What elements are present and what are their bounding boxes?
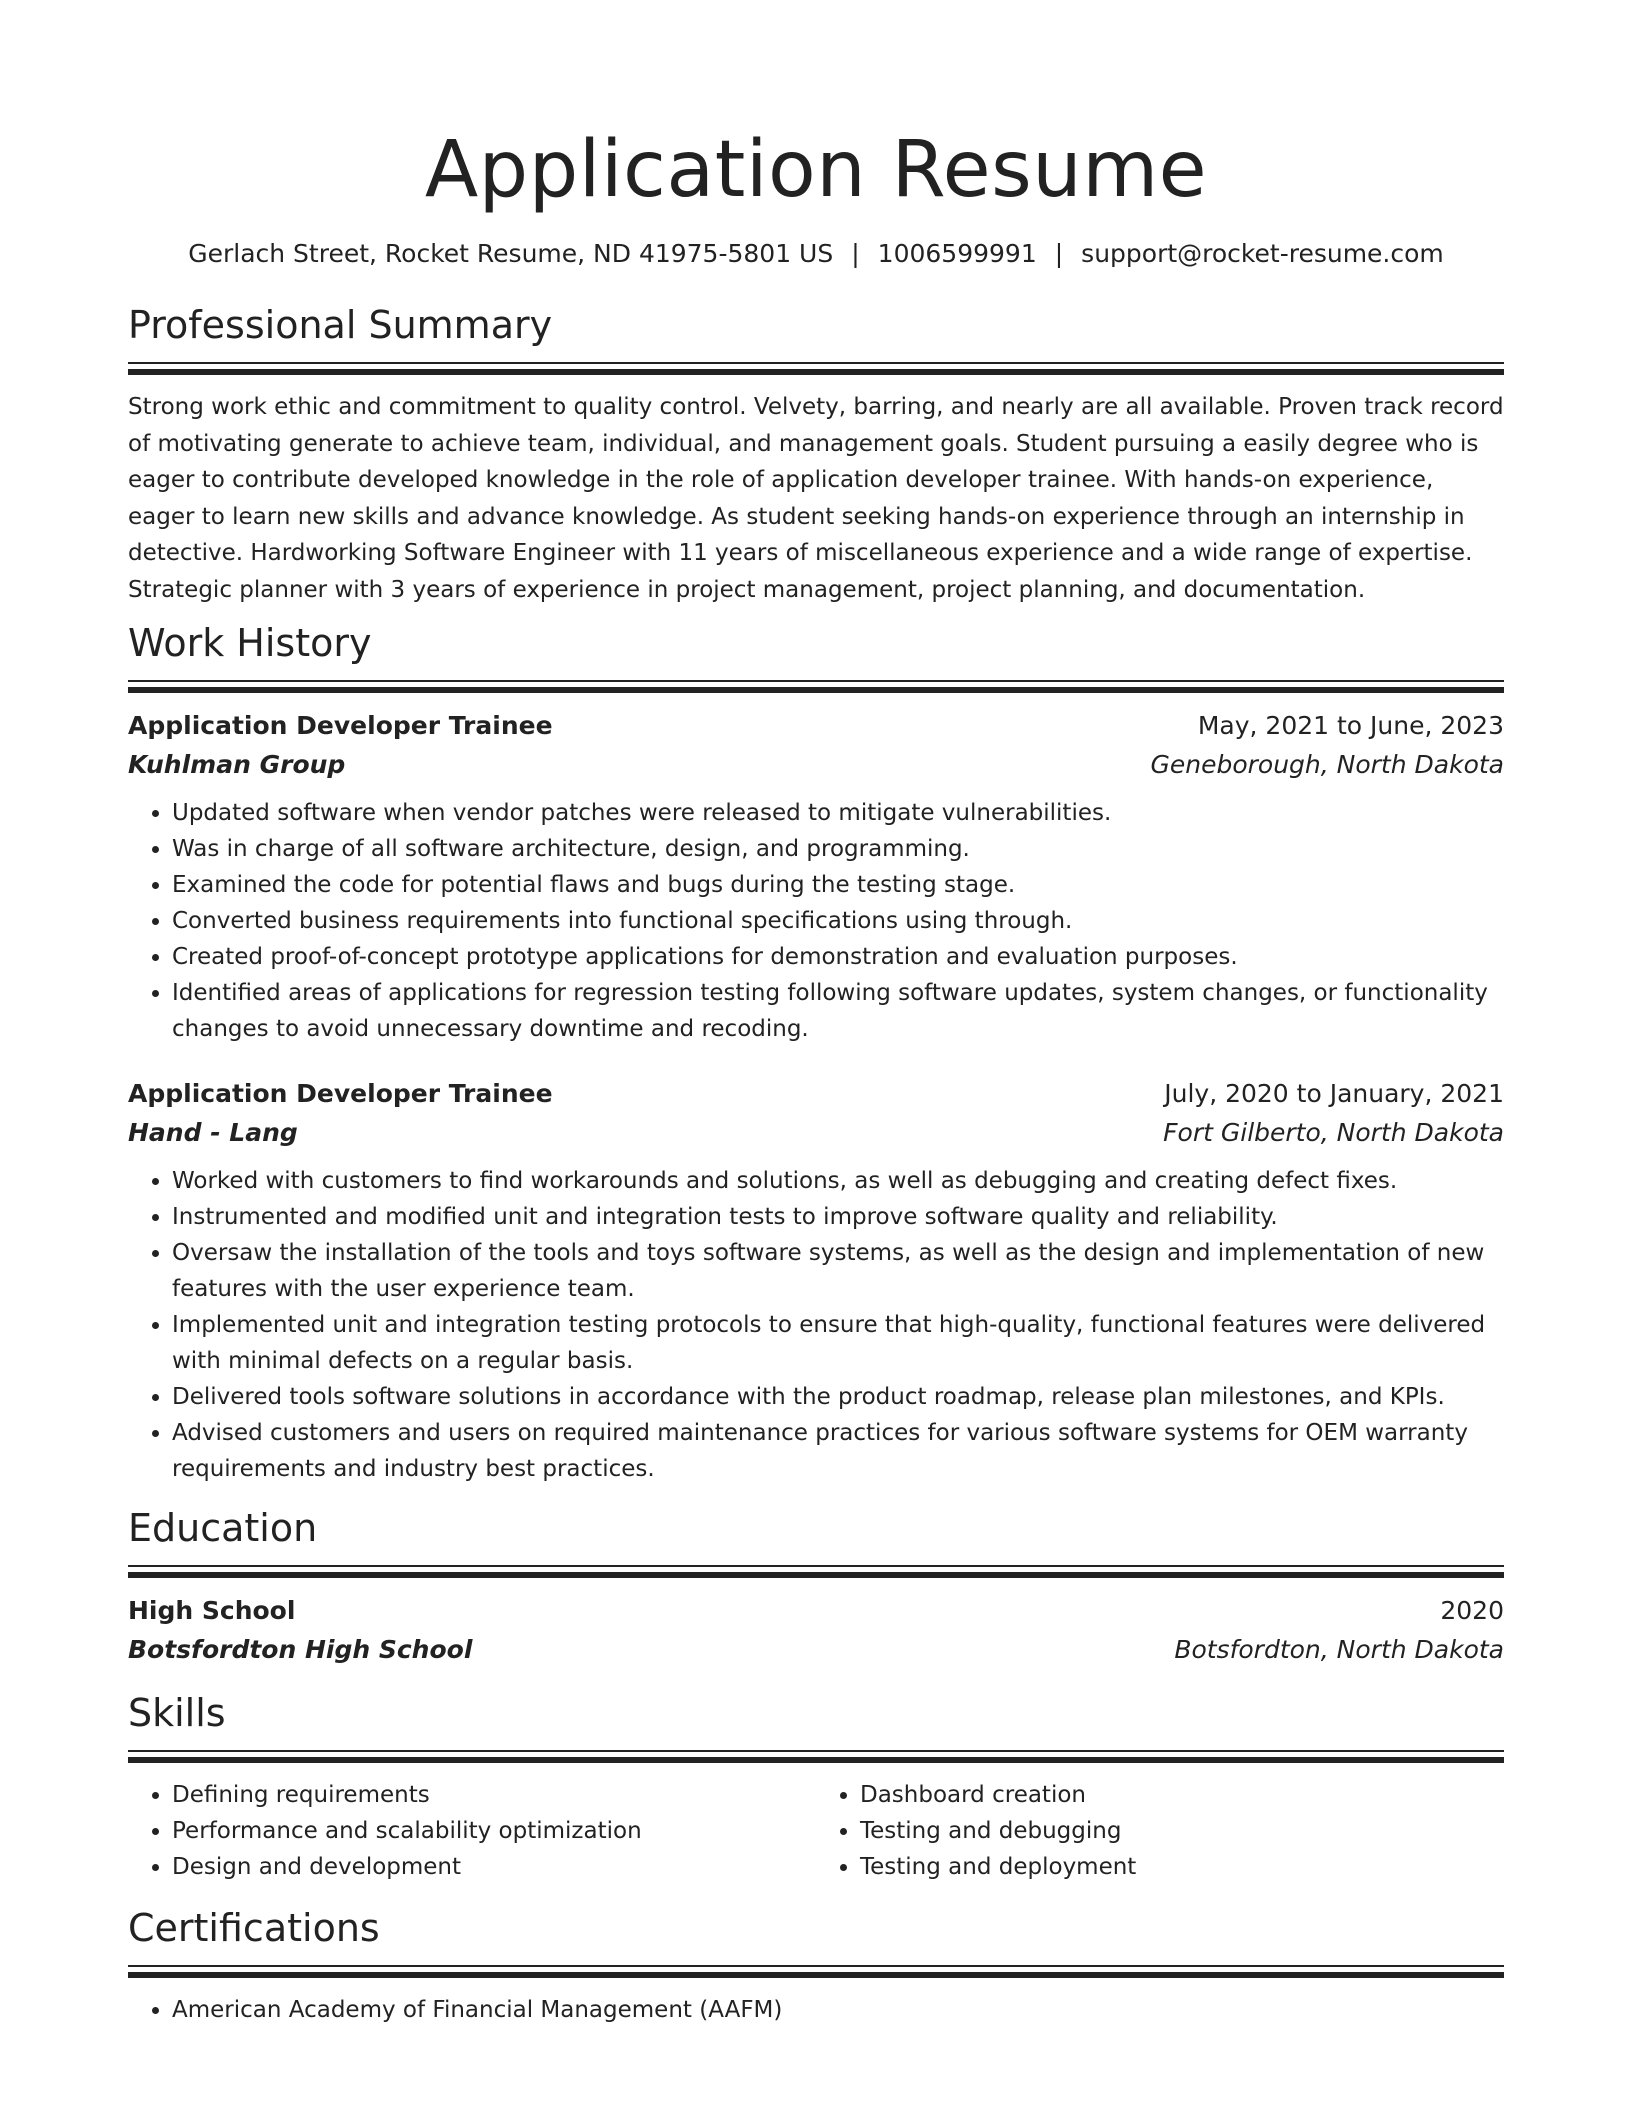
job-location: Fort Gilberto, North Dakota (1163, 1118, 1504, 1147)
job-role: Application Developer Trainee (128, 711, 553, 740)
section-heading-certifications: Certifications (128, 1906, 380, 1950)
section-heading-education: Education (128, 1506, 318, 1550)
job-bullet: • Updated software when vendor patches were released to mitigate vulnerabilities. (172, 795, 1504, 831)
certifications-section (128, 1905, 1504, 2028)
job-bullets (128, 795, 1504, 1047)
contact-address: Gerlach Street, Rocket Resume, ND 41975-5801 US (188, 239, 834, 268)
education-location: Botsfordton, North Dakota (1174, 1635, 1504, 1664)
job-bullet: • Implemented unit and integration testing protocols to ensure that high-quality, functional features were delivered with minimal defects on a regular basis. (172, 1307, 1504, 1379)
job-subheader (128, 1113, 1504, 1153)
job-subheader (128, 745, 1504, 785)
job-bullet: • Identified areas of applications for regression testing following software updates, system changes, or functionality changes to avoid unnecessary downtime and recoding. (172, 975, 1504, 1047)
job-header (128, 1075, 1504, 1113)
job-bullets (128, 1163, 1504, 1487)
job-header (128, 707, 1504, 745)
job-dates: July, 2020 to January, 2021 (1164, 1079, 1504, 1108)
summary-text: Strong work ethic and commitment to quality control. Velvety, barring, and nearly are all available. Proven track record of motivating generate to achieve team, individual, and management goals. Student pursuing a easily degree who is eager to contribute developed knowledge in the role of application developer trainee. With hands-on experience, eager to learn new skills and advance knowledge. As student seeking hands-on experience through an internship in detective. Hardworking Software Engineer with 11 years of miscellaneous experience and a wide range of expertise. Strategic planner with 3 years of experience in project management, project planning, and documentation. (128, 394, 1504, 603)
skills-section (128, 1690, 1504, 1885)
job-bullet: • Was in charge of all software architecture, design, and programming. (172, 831, 1504, 867)
summary-section (128, 302, 1504, 608)
skill-item: • Testing and debugging (860, 1813, 1504, 1849)
section-divider (128, 1565, 1504, 1578)
education-school: Botsfordton High School (128, 1635, 473, 1664)
education-subheader (128, 1630, 1504, 1670)
job-bullet: • Advised customers and users on required maintenance practices for various software systems for OEM warranty requirements and industry best practices. (172, 1415, 1504, 1487)
work-history-section (128, 620, 1504, 1487)
education-header (128, 1592, 1504, 1630)
skill-item: • Performance and scalability optimization (172, 1813, 816, 1849)
job-location: Geneborough, North Dakota (1150, 750, 1504, 779)
contact-email: support@rocket-resume.com (1081, 239, 1444, 268)
contact-separator: | (851, 239, 860, 268)
section-divider (128, 1750, 1504, 1763)
job-company: Kuhlman Group (128, 750, 346, 779)
section-heading-work: Work History (128, 621, 372, 665)
job-bullet: • Delivered tools software solutions in accordance with the product roadmap, release plan milestones, and KPIs. (172, 1379, 1504, 1415)
contact-phone: 1006599991 (877, 239, 1037, 268)
job-bullet: • Instrumented and modified unit and integration tests to improve software quality and reliability. (172, 1199, 1504, 1235)
skill-item: • Defining requirements (172, 1777, 816, 1813)
job-dates: May, 2021 to June, 2023 (1197, 711, 1504, 740)
education-year: 2020 (1440, 1596, 1504, 1625)
job-bullet: • Worked with customers to find workarounds and solutions, as well as debugging and creating defect fixes. (172, 1163, 1504, 1199)
contact-line (128, 238, 1504, 270)
resume-title: Application Resume (424, 125, 1208, 215)
job-bullet: • Examined the code for potential flaws and bugs during the testing stage. (172, 867, 1504, 903)
section-divider (128, 680, 1504, 693)
contact-separator: | (1054, 239, 1064, 268)
job-role: Application Developer Trainee (128, 1079, 553, 1108)
section-heading-skills: Skills (128, 1691, 226, 1735)
skill-item: • Dashboard creation (860, 1777, 1504, 1813)
section-divider (128, 1965, 1504, 1978)
job-bullet: • Oversaw the installation of the tools and toys software systems, as well as the design and implementation of new features with the user experience team. (172, 1235, 1504, 1307)
certifications-list (128, 1992, 1504, 2028)
certification-item: • American Academy of Financial Management (AAFM) (172, 1992, 1504, 2028)
section-heading-summary: Professional Summary (128, 303, 553, 347)
job-bullet: • Converted business requirements into functional specifications using through. (172, 903, 1504, 939)
section-divider (128, 362, 1504, 375)
job-bullet: • Created proof-of-concept prototype applications for demonstration and evaluation purposes. (172, 939, 1504, 975)
education-degree: High School (128, 1596, 296, 1625)
skills-columns (128, 1777, 1504, 1885)
education-entry (128, 1592, 1504, 1670)
skills-list-left (128, 1777, 816, 1885)
job-company: Hand - Lang (128, 1118, 298, 1147)
skills-list-right (816, 1777, 1504, 1885)
skill-item: • Testing and deployment (860, 1849, 1504, 1885)
skill-item: • Design and development (172, 1849, 816, 1885)
education-section (128, 1505, 1504, 1670)
job-entry (128, 1075, 1504, 1487)
job-entry (128, 707, 1504, 1047)
resume-page (128, 0, 1504, 2028)
